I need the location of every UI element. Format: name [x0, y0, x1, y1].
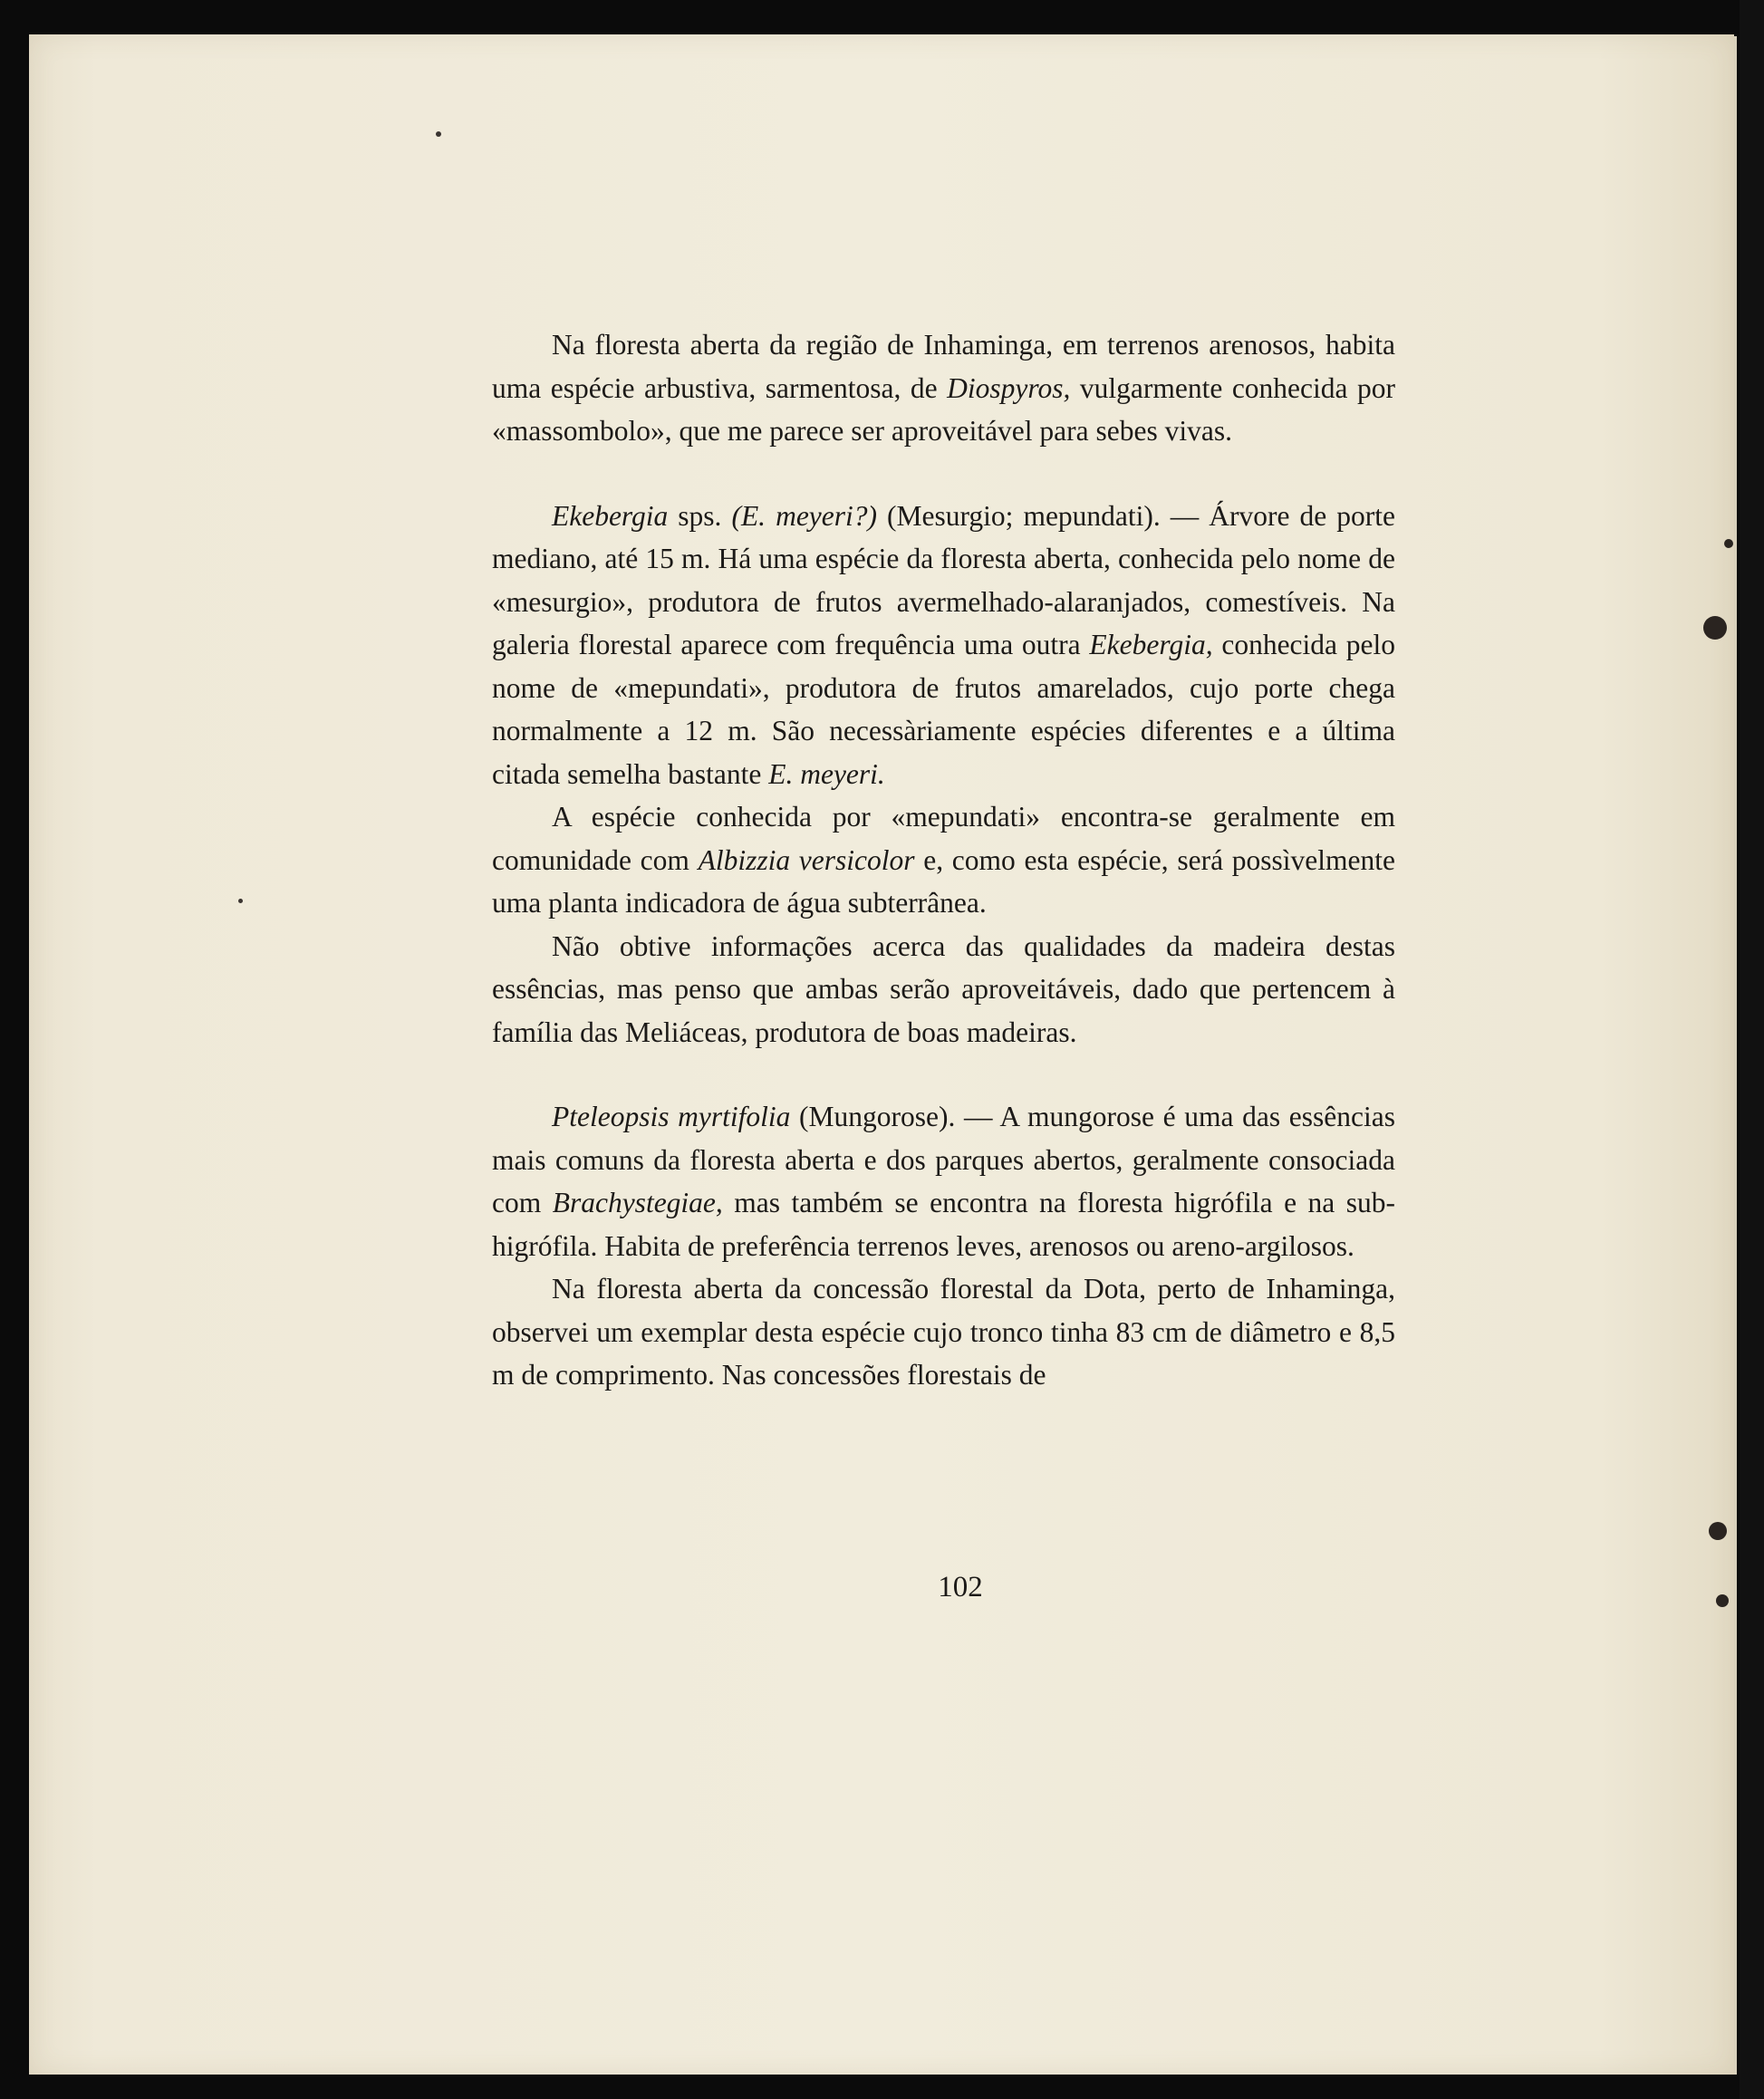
paragraph-dota — [492, 1267, 1395, 1397]
italic-species: (E. meyeri?) — [731, 499, 878, 532]
italic-species: E. meyeri. — [768, 757, 885, 790]
italic-genus: Diospyros, — [947, 371, 1071, 404]
text-run: e, como esta espécie, será possìvelmente uma planta indicadora de água subterrânea. — [492, 843, 1395, 919]
text-run: A espécie conhecida por «mepundati» encontra-se geralmente em comunidade com — [492, 801, 1395, 876]
page-speck — [436, 131, 441, 137]
text-run: vulgarmente conhecida por «massombolo», que me parece ser aproveitável para sebes vivas. — [492, 371, 1395, 447]
italic-genus: Brachystegiae, — [552, 1187, 723, 1218]
text-run: (Mesurgio; mepundati). — Árvore de porte mediano, até 15 m. Há uma espécie da floresta aberta, conhecida pelo nome de «mesurgio», produtora de frutos avermelhado-alaranjados, comestíveis. Na galeria florestal aparece com frequência uma outra — [492, 499, 1395, 660]
binding-hole — [1716, 1594, 1729, 1607]
paragraph-madeira — [492, 925, 1395, 1054]
italic-species: Albizzia versicolor — [698, 843, 915, 876]
page-speck — [238, 899, 243, 903]
paragraph-diospyros — [492, 323, 1395, 453]
page-edge — [1734, 36, 1737, 2075]
paragraph-pteleopsis — [492, 1095, 1395, 1267]
text-run: Na floresta aberta da região de Inhaminga, em terrenos arenosos, habita uma espécie arbustiva, sarmentosa, de — [492, 329, 1395, 404]
body-text — [492, 323, 1395, 1397]
text-run: (Mungorose). — A mungorose é uma das essências mais comuns da floresta aberta e dos parques abertos, geralmente consociada com — [492, 1101, 1395, 1218]
text-run: Não obtive informações acerca das qualidades da madeira destas essências, mas penso que ambas serão aproveitáveis, dado que pertencem à família das Meliáceas, produtora de boas madeiras. — [492, 929, 1395, 1048]
text-run: mas também se encontra na floresta higrófila e na sub-higrófila. Habita de preferência terrenos leves, arenosos ou areno-argilosos. — [492, 1187, 1396, 1262]
binding-hole — [1703, 616, 1727, 640]
italic-genus: Ekebergia, — [1089, 629, 1213, 660]
italic-genus: Ekebergia — [552, 499, 669, 532]
binding-hole — [1709, 1522, 1727, 1540]
paragraph-mepundati — [492, 795, 1395, 925]
page-number: 102 — [938, 1571, 983, 1603]
text-run: conhecida pelo nome de «mepundati», produtora de frutos amarelados, cujo porte chega normalmente a 12 m. São necessàriamente espécies diferentes e a última citada semelha bastante — [492, 629, 1395, 790]
text-run: sps. — [668, 499, 732, 532]
binding-strip — [1740, 0, 1764, 2099]
italic-species: Pteleopsis myrtifolia — [552, 1101, 791, 1132]
text-run: Na floresta aberta da concessão florestal da Dota, perto de Inhaminga, observei um exemplar desta espécie cujo tronco tinha 83 cm de diâmetro e 8,5 m de comprimento. Nas concessões florestais de — [492, 1273, 1395, 1391]
binding-hole — [1724, 539, 1733, 548]
paragraph-ekebergia — [492, 495, 1395, 796]
